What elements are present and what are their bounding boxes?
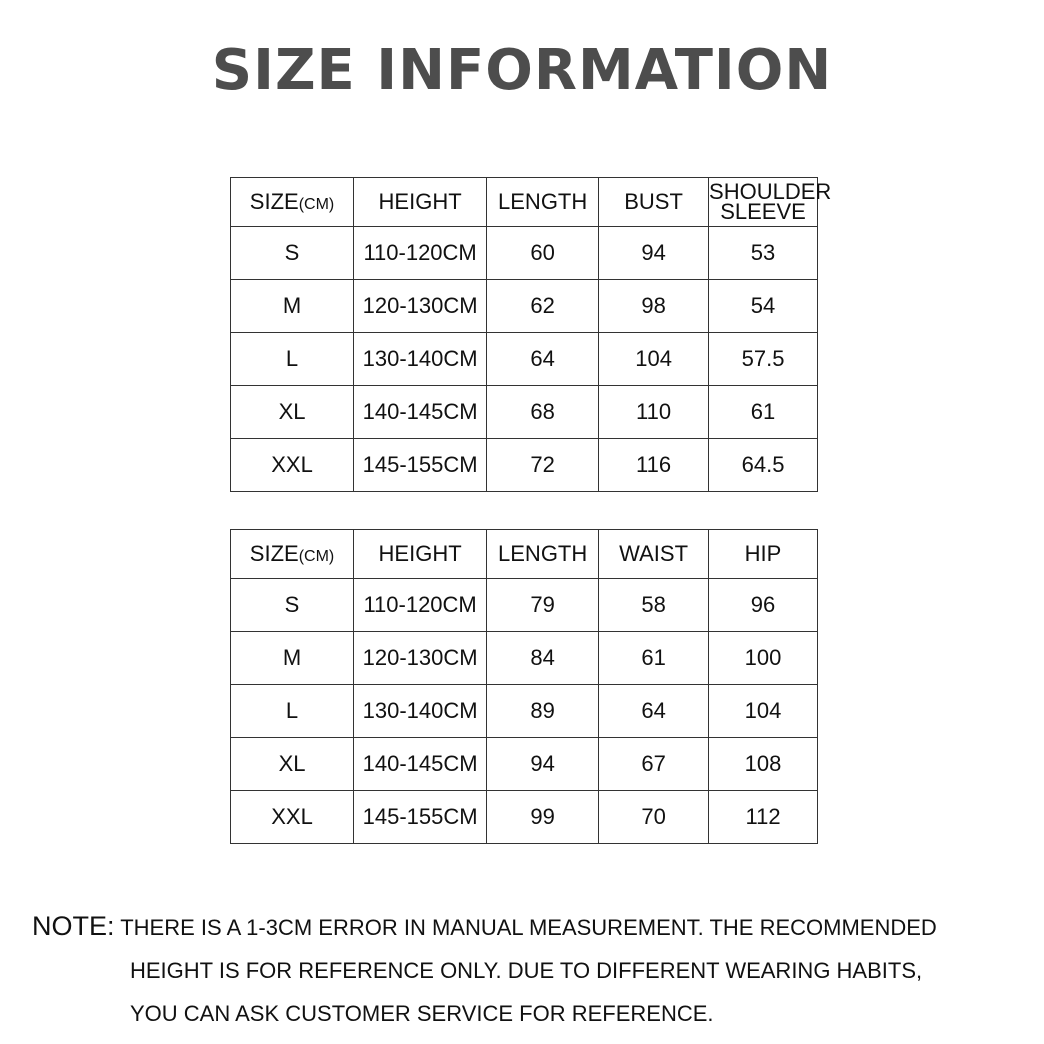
bottom-size-table (230, 529, 818, 844)
table-cell: 94 (599, 227, 709, 280)
table-cell: 110-120CM (354, 227, 487, 280)
size-cell: XL (231, 386, 354, 439)
hip-header: HIP (709, 530, 818, 579)
table-cell: 110-120CM (354, 579, 487, 632)
note-line-3: YOU CAN ASK CUSTOMER SERVICE FOR REFERENCE. (130, 1001, 714, 1026)
table-cell: 70 (599, 791, 709, 844)
table-cell: 104 (599, 333, 709, 386)
bust-header: BUST (599, 178, 709, 227)
table-cell: 130-140CM (354, 685, 487, 738)
size-cell: S (231, 227, 354, 280)
table-cell: 140-145CM (354, 386, 487, 439)
table-row (231, 386, 818, 439)
table-row (231, 439, 818, 492)
measurement-note (32, 905, 1032, 1035)
size-cell: XL (231, 738, 354, 791)
size-cell: L (231, 685, 354, 738)
table-cell: 79 (487, 579, 599, 632)
table-cell: 61 (599, 632, 709, 685)
waist-header: WAIST (599, 530, 709, 579)
size-cell: S (231, 579, 354, 632)
table-row (231, 333, 818, 386)
table-cell: 140-145CM (354, 738, 487, 791)
height-header: HEIGHT (354, 178, 487, 227)
size-cell: M (231, 280, 354, 333)
table-cell: 54 (709, 280, 818, 333)
table-cell: 62 (487, 280, 599, 333)
height-header: HEIGHT (354, 530, 487, 579)
table-header-row (231, 178, 818, 227)
table-cell: 100 (709, 632, 818, 685)
size-header: SIZE(CM) (231, 178, 354, 227)
table-cell: 84 (487, 632, 599, 685)
size-cell: XXL (231, 439, 354, 492)
table-row (231, 280, 818, 333)
note-label: NOTE: (32, 911, 115, 941)
table-cell: 145-155CM (354, 791, 487, 844)
size-cell: L (231, 333, 354, 386)
table-cell: 104 (709, 685, 818, 738)
table-cell: 120-130CM (354, 632, 487, 685)
table-cell: 68 (487, 386, 599, 439)
size-cell: M (231, 632, 354, 685)
table-cell: 108 (709, 738, 818, 791)
table-cell: 145-155CM (354, 439, 487, 492)
table-row (231, 738, 818, 791)
table-cell: 98 (599, 280, 709, 333)
table-cell: 64 (599, 685, 709, 738)
note-line-1: THERE IS A 1-3CM ERROR IN MANUAL MEASUREMENT. THE RECOMMENDED (120, 915, 937, 940)
page-title: SIZE INFORMATION (211, 38, 833, 103)
table-row (231, 227, 818, 280)
note-line-2: HEIGHT IS FOR REFERENCE ONLY. DUE TO DIFFERENT WEARING HABITS, (130, 958, 923, 983)
table-cell: 64.5 (709, 439, 818, 492)
table-row (231, 791, 818, 844)
table-cell: 96 (709, 579, 818, 632)
table-cell: 64 (487, 333, 599, 386)
table-cell: 60 (487, 227, 599, 280)
table-row (231, 632, 818, 685)
table-cell: 72 (487, 439, 599, 492)
table-cell: 67 (599, 738, 709, 791)
length-header: LENGTH (487, 530, 599, 579)
table-cell: 130-140CM (354, 333, 487, 386)
table-cell: 57.5 (709, 333, 818, 386)
table-cell: 120-130CM (354, 280, 487, 333)
shoulder-sleeve-header: SHOULDER SLEEVE (709, 178, 818, 227)
table-cell: 89 (487, 685, 599, 738)
table-row (231, 685, 818, 738)
table-cell: 94 (487, 738, 599, 791)
top-size-table (230, 177, 832, 492)
size-header: SIZE(CM) (231, 530, 354, 579)
size-cell: XXL (231, 791, 354, 844)
table-header-row (231, 530, 818, 579)
length-header: LENGTH (487, 178, 599, 227)
table-cell: 110 (599, 386, 709, 439)
table-cell: 53 (709, 227, 818, 280)
table-cell: 116 (599, 439, 709, 492)
table-cell: 58 (599, 579, 709, 632)
table-cell: 61 (709, 386, 818, 439)
table-row (231, 579, 818, 632)
table-cell: 112 (709, 791, 818, 844)
table-cell: 99 (487, 791, 599, 844)
